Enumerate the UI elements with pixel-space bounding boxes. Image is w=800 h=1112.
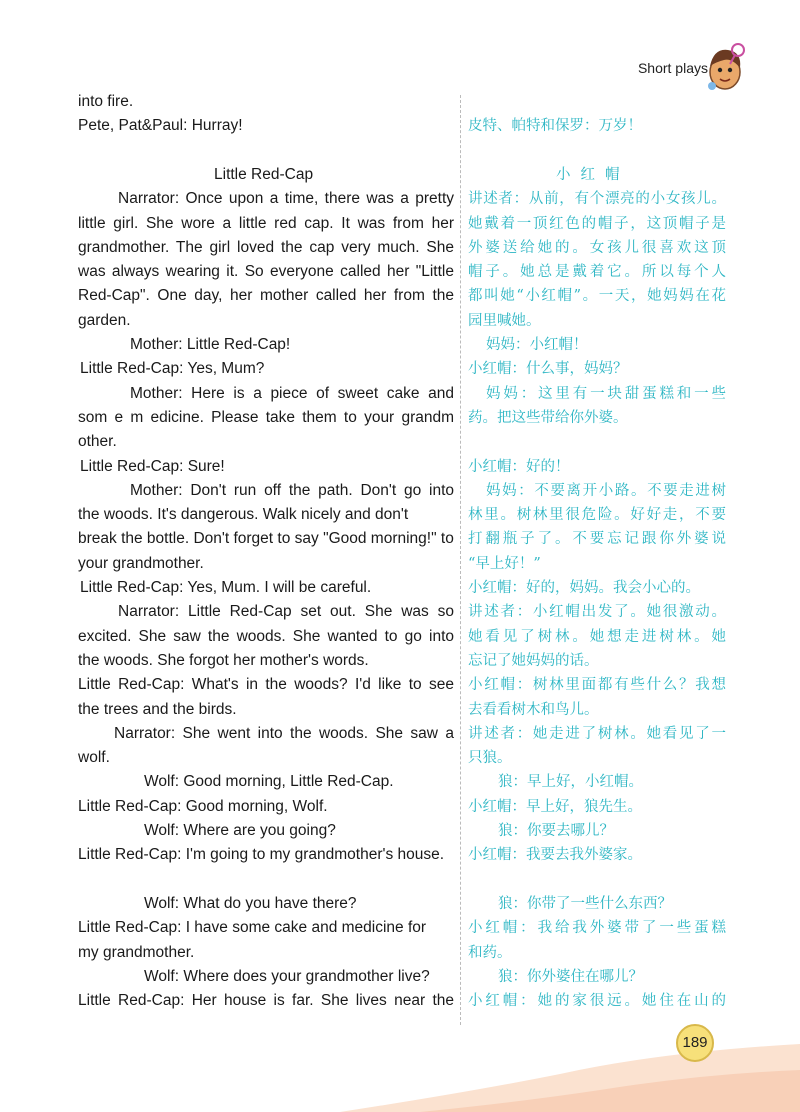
english-text-line: Little Red-Cap: I have some cake and medicine for: [78, 919, 427, 937]
column-divider: [460, 95, 461, 1025]
chinese-text-line: 忘记了她妈妈的话。: [468, 652, 599, 669]
english-text-line: excited. She saw the woods. She wanted to go into: [78, 627, 454, 645]
chinese-text-line: 小红帽：我要去我外婆家。: [468, 847, 642, 864]
english-text-line: into fire.: [78, 93, 134, 110]
chinese-text-line: 和药。: [468, 944, 512, 961]
english-text-line: Pete, Pat&Paul: Hurray!: [78, 117, 243, 135]
english-text-line: Little Red-Cap: Yes, Mum. I will be careful.: [80, 579, 372, 596]
chinese-text-line: 外婆送给她的。女孩儿很喜欢这顶: [468, 239, 726, 256]
english-text-line: other.: [78, 433, 117, 451]
english-text-line: Little Red-Cap: Yes, Mum?: [80, 360, 265, 378]
english-text-line: the woods. She forgot her mother's words.: [78, 651, 369, 669]
chinese-text-line: 园里喊她。: [468, 312, 541, 329]
chinese-text-line: 打翻瓶子了。不要忘记跟你外婆说: [468, 531, 726, 548]
chinese-text-line: 狼：你要去哪儿？: [498, 823, 614, 839]
english-text-line: Wolf: Where does your grandmother live?: [144, 967, 430, 985]
english-text-line: Little Red-Cap: [214, 165, 314, 183]
english-text-line: Wolf: What do you have there?: [144, 894, 357, 912]
english-text-line: the trees and the birds.: [78, 700, 237, 718]
english-text-line: grandmother. The girl loved the cap very much. She: [78, 238, 454, 256]
chinese-text-line: 小红帽：我给我外婆带了一些蛋糕: [468, 920, 726, 937]
english-text-line: Little Red-Cap: Sure!: [80, 457, 225, 475]
chinese-text-line: 她看见了树林。她想走进树林。她: [468, 628, 726, 645]
english-text-line: Little Red-Cap: Her house is far. She lives near the: [78, 992, 454, 1010]
english-text-line: Little Red-Cap: I'm going to my grandmother's house.: [78, 846, 445, 864]
chinese-text-line: 妈妈：这里有一块甜蛋糕和一些: [486, 385, 726, 402]
chinese-text-line: 小红帽：她的家很远。她住在山的: [468, 993, 726, 1010]
chinese-text-line: 小红帽：好的！: [468, 458, 570, 475]
english-text-line: Narrator: Little Red-Cap set out. She was so: [118, 603, 454, 621]
english-text-line: Mother: Here is a piece of sweet cake and: [130, 384, 454, 402]
english-text-line: Wolf: Where are you going?: [144, 822, 336, 839]
chinese-text-line: 她戴着一顶红色的帽子，这顶帽子是: [468, 215, 726, 232]
chinese-text-line: 狼：你带了一些什么东西？: [498, 895, 672, 912]
chinese-text-line: 小红帽：早上好，狼先生。: [468, 798, 642, 815]
english-text-line: Little Red-Cap: Good morning, Wolf.: [78, 797, 328, 815]
chinese-text-line: 都叫她“小红帽”。一天，她妈妈在花: [468, 288, 726, 305]
chinese-text-line: 林里。树林里很危险。好好走，不要: [468, 507, 726, 524]
chinese-text-line: 皮特、帕特和保罗：万岁！: [468, 118, 642, 135]
mascot-icon: [702, 42, 748, 92]
chinese-text-line: 小红帽: [556, 166, 630, 183]
chinese-text-line: 去看看树木和鸟儿。: [468, 701, 599, 718]
english-text-line: was always wearing it. So everyone called her "Little: [78, 263, 454, 281]
chinese-text-line: 狼：早上好，小红帽。: [498, 774, 643, 791]
english-text-line: garden.: [78, 311, 131, 329]
english-text-line: Mother: Little Red-Cap!: [130, 336, 291, 353]
chinese-text-line: 帽子。她总是戴着它。所以每个人: [468, 264, 726, 281]
english-text-line: wolf.: [78, 749, 110, 767]
english-text-line: Red-Cap". One day, her mother called her from the: [78, 287, 454, 305]
english-text-line: your grandmother.: [78, 554, 204, 572]
english-text-line: Narrator: She went into the woods. She saw a: [114, 724, 454, 742]
english-text-line: break the bottle. Don't forget to say "Good morning!" to: [78, 530, 454, 548]
page-number: 189: [676, 1024, 714, 1062]
english-text-line: the woods. It's dangerous. Walk nicely and don't: [78, 506, 409, 524]
english-text-line: som e m edicine. Please take them to your grandm: [78, 408, 454, 426]
chinese-text-line: 小红帽：好的，妈妈。我会小心的。: [468, 580, 700, 596]
chinese-text-line: 只狼。: [468, 750, 512, 767]
chinese-text-line: 狼：你外婆住在哪儿？: [498, 968, 643, 985]
chinese-text-line: 妈妈：不要离开小路。不要走进树: [486, 482, 726, 499]
english-text-line: little girl. She wore a little red cap. It was from her: [78, 214, 454, 232]
english-text-line: Mother: Don't run off the path. Don't go into: [130, 481, 454, 499]
chinese-text-line: 讲述者：从前，有个漂亮的小女孩儿。: [468, 191, 726, 208]
english-text-line: Narrator: Once upon a time, there was a pretty: [118, 190, 454, 208]
chinese-text-line: 妈妈：小红帽！: [486, 337, 588, 353]
chinese-text-line: 小红帽：什么事，妈妈？: [468, 361, 628, 378]
chinese-text-line: 小红帽：树林里面都有些什么？我想: [468, 677, 726, 694]
chinese-text-line: 讲述者：小红帽出发了。她很激动。: [468, 604, 726, 621]
english-text-line: Wolf: Good morning, Little Red-Cap.: [144, 773, 394, 791]
chinese-text-line: 讲述者：她走进了树林。她看见了一: [468, 725, 726, 742]
chinese-text-line: 药。把这些带给你外婆。: [468, 409, 628, 426]
english-text-line: Little Red-Cap: What's in the woods? I'd like to see: [78, 676, 454, 694]
section-title: Short plays: [637, 60, 708, 76]
english-text-line: my grandmother.: [78, 943, 195, 961]
chinese-text-line: “早上好！”: [468, 555, 541, 572]
